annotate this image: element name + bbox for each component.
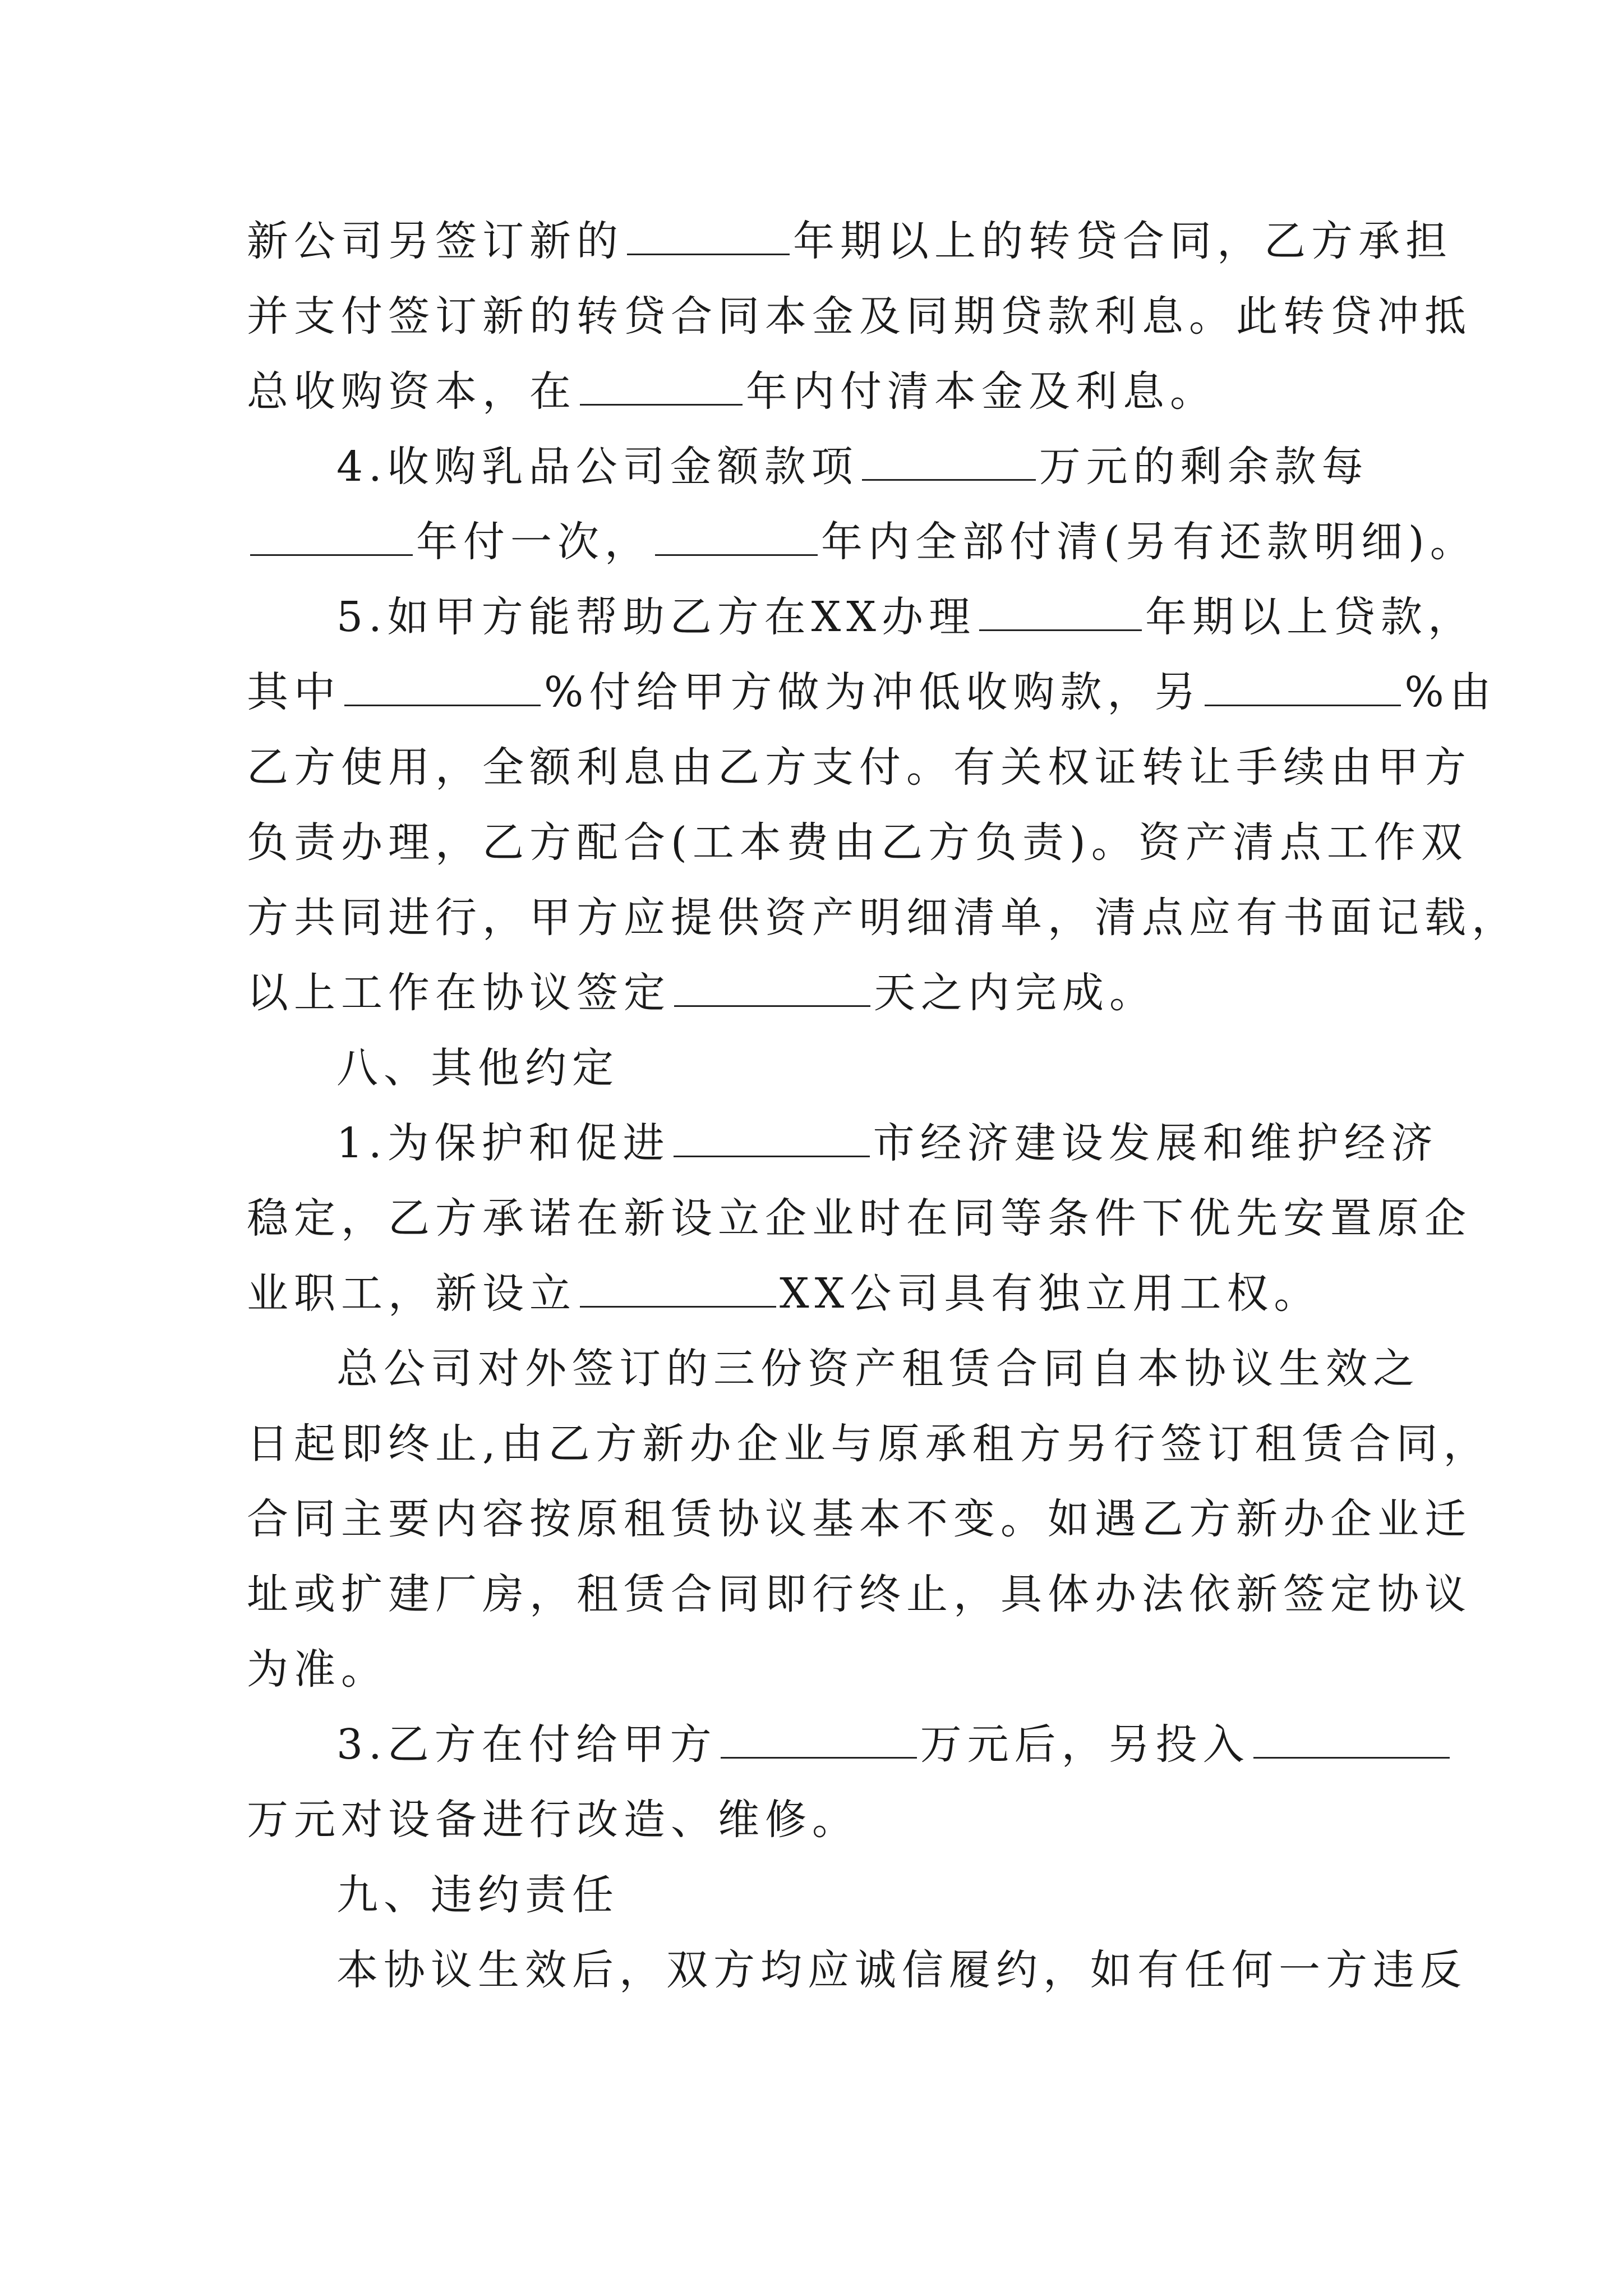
text-line: 日起即终止,由乙方新办企业与原承租方另行签订租赁合同， — [247, 1420, 1491, 1468]
fill-in-blank — [721, 1726, 917, 1759]
text-line: 其中 %付给甲方做为冲低收购款，另 %由 — [247, 668, 1497, 716]
fill-in-blank — [674, 1124, 870, 1157]
text-line: 方共同进行，甲方应提供资产明细清单，清点应有书面记载， — [247, 894, 1519, 942]
fill-in-blank — [862, 448, 1036, 481]
fill-in-blank — [580, 372, 743, 406]
fill-in-blank — [674, 974, 870, 1007]
text-line: 以上工作在协议签定 天之内完成。 — [247, 969, 1156, 1017]
text-line: 乙方使用，全额利息由乙方支付。有关权证转让手续由甲方 — [247, 743, 1472, 792]
text-line: 1.为保护和促进 市经济建设发展和维护经济 — [336, 1119, 1438, 1167]
fill-in-blank — [1205, 673, 1401, 706]
text-line: 负责办理，乙方配合(工本费由乙方负责)。资产清点工作双 — [247, 818, 1468, 867]
fill-in-blank — [344, 673, 541, 706]
fill-in-blank — [627, 222, 790, 255]
text-line: 业职工，新设立 XX公司具有独立用工权。 — [247, 1269, 1321, 1318]
text-line: 稳定，乙方承诺在新设立企业时在同等条件下优先安置原企 — [247, 1194, 1472, 1243]
fill-in-blank — [1253, 1726, 1450, 1759]
text-line: 4.收购乳品公司金额款项 万元的剩余款每 — [336, 443, 1369, 491]
text-line: 址或扩建厂房，租赁合同即行终止，具体办法依新签定协议 — [247, 1570, 1472, 1618]
text-line: 总公司对外签订的三份资产租赁合同自本协议生效之 — [336, 1345, 1420, 1393]
text-line: 新公司另签订新的 年期以上的转贷合同，乙方承担 — [247, 217, 1453, 265]
fill-in-blank — [250, 523, 413, 556]
text-line: 本协议生效后，双方均应诚信履约，如有任何一方违反 — [336, 1946, 1467, 1994]
section-heading: 八、其他约定 — [336, 1044, 619, 1092]
text-line: 并支付签订新的转贷合同本金及同期贷款利息。此转贷冲抵 — [247, 292, 1472, 341]
text-line: 5.如甲方能帮助乙方在XX办理 年期以上贷款， — [336, 593, 1475, 641]
text-line: 3.乙方在付给甲方 万元后，另投入 — [336, 1711, 1453, 1778]
fill-in-blank — [580, 1274, 776, 1308]
text-line: 合同主要内容按原租赁协议基本不变。如遇乙方新办企业迁 — [247, 1495, 1472, 1543]
section-heading: 九、违约责任 — [336, 1871, 619, 1919]
text-line: 万元对设备进行改造、维修。 — [247, 1796, 859, 1844]
text-line: 总收购资本，在 年内付清本金及利息。 — [247, 367, 1217, 416]
text-line: 年付一次， 年内全部付清(另有还款明细)。 — [247, 508, 1477, 576]
fill-in-blank — [979, 598, 1142, 631]
text-line: 为准。 — [247, 1645, 388, 1694]
fill-in-blank — [655, 523, 818, 556]
